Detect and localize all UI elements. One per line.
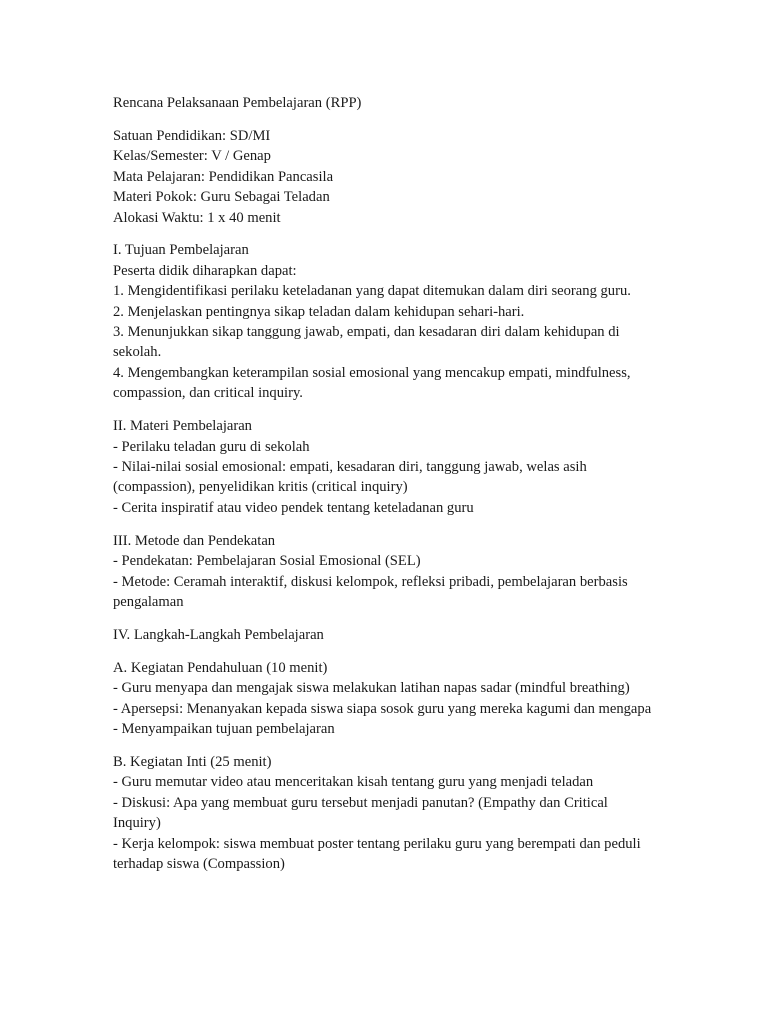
list-item: - Nilai-nilai sosial emosional: empati, kesadaran diri, tanggung jawab, welas asih (compassion), penyelidikan kritis (critical inquiry) xyxy=(113,459,587,496)
section-tujuan xyxy=(113,240,658,403)
identity-materi: Materi Pokok: Guru Sebagai Teladan xyxy=(113,189,330,206)
section-langkah xyxy=(113,625,658,645)
section-intro: Peserta didik diharapkan dapat: xyxy=(113,262,297,279)
list-item: - Pendekatan: Pembelajaran Sosial Emosional (SEL) xyxy=(113,553,421,570)
document-page xyxy=(113,93,658,887)
section-heading: II. Materi Pembelajaran xyxy=(113,418,252,435)
document-title: Rencana Pelaksanaan Pembelajaran (RPP) xyxy=(113,95,362,111)
list-item: - Kerja kelompok: siswa membuat poster tentang perilaku guru yang berempati dan peduli terhadap siswa (Compassion) xyxy=(113,835,641,872)
list-item: - Metode: Ceramah interaktif, diskusi kelompok, refleksi pribadi, pembelajaran berbasis pengalaman xyxy=(113,573,628,610)
identity-alokasi: Alokasi Waktu: 1 x 40 menit xyxy=(113,209,281,226)
list-item: - Guru memutar video atau menceritakan kisah tentang guru yang menjadi teladan xyxy=(113,774,594,791)
list-item: 4. Mengembangkan keterampilan sosial emosional yang mencakup empati, mindfulness, compassion, dan critical inquiry. xyxy=(113,364,631,402)
section-heading: I. Tujuan Pembelajaran xyxy=(113,242,249,259)
section-metode xyxy=(113,531,658,613)
section-heading: III. Metode dan Pendekatan xyxy=(113,532,276,549)
section-materi xyxy=(113,416,658,518)
identity-block xyxy=(113,126,658,228)
list-item: 3. Menunjukkan sikap tanggung jawab, empati, dan kesadaran diri dalam kehidupan di sekolah. xyxy=(113,324,620,361)
list-item: - Menyampaikan tujuan pembelajaran xyxy=(113,720,335,737)
section-heading: IV. Langkah-Langkah Pembelajaran xyxy=(113,626,324,643)
document-title-block xyxy=(113,93,658,113)
identity-kelas: Kelas/Semester: V / Genap xyxy=(113,148,271,165)
identity-satuan: Satuan Pendidikan: SD/MI xyxy=(113,127,271,144)
identity-mapel: Mata Pelajaran: Pendidikan Pancasila xyxy=(113,168,334,185)
list-item: - Cerita inspiratif atau video pendek tentang keteladanan guru xyxy=(113,499,474,516)
section-inti xyxy=(113,752,658,874)
list-item: - Guru menyapa dan mengajak siswa melakukan latihan napas sadar (mindful breathing) xyxy=(113,680,630,697)
subsection-heading: A. Kegiatan Pendahuluan (10 menit) xyxy=(113,659,328,676)
list-item: - Apersepsi: Menanyakan kepada siswa siapa sosok guru yang mereka kagumi dan mengapa xyxy=(113,700,652,717)
list-item: 1. Mengidentifikasi perilaku keteladanan yang dapat ditemukan dalam diri seorang guru. xyxy=(113,283,631,300)
list-item: - Perilaku teladan guru di sekolah xyxy=(113,438,310,455)
list-item: - Diskusi: Apa yang membuat guru tersebut menjadi panutan? (Empathy dan Critical Inquiry) xyxy=(113,794,608,832)
list-item: 2. Menjelaskan pentingnya sikap teladan dalam kehidupan sehari-hari. xyxy=(113,303,525,320)
section-pendahuluan xyxy=(113,658,658,740)
subsection-heading: B. Kegiatan Inti (25 menit) xyxy=(113,753,272,770)
